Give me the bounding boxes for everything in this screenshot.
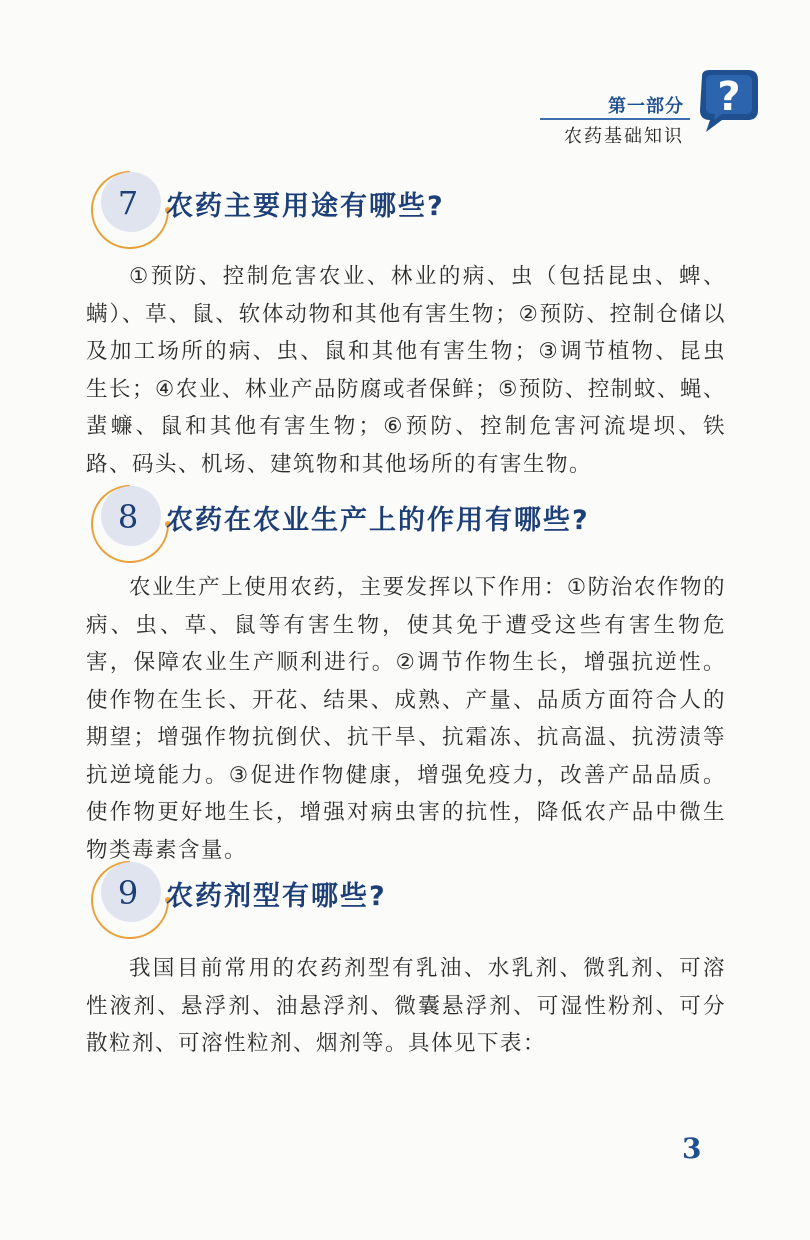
number-badge — [84, 856, 176, 940]
section-number: 8 — [117, 498, 139, 536]
number-badge — [84, 166, 176, 250]
section-number: 9 — [117, 874, 139, 912]
section-8 — [0, 480, 810, 564]
section-title: 农药主要用途有哪些? — [166, 191, 445, 222]
section-number: 7 — [117, 184, 139, 222]
number-badge — [84, 480, 176, 564]
section-8-body: 农业生产上使用农药，主要发挥以下作用：①防治农作物的病、虫、草、鼠等有害生物，使其免于遭受这些有害生物危害，保障农业生产顺利进行。②调节作物生长，增强抗逆性。使作物在生长、开花、结果、成熟、产量、品质方面符合人的期望；增强作物抗倒伏、抗干旱、抗霜冻、抗高温、抗涝渍等抗逆境能力。③促进作物健康，增强免疫力，改善产品品质。使作物更好地生长，增强对病虫害的抗性，降低农产品中微生物类毒素含量。 — [86, 575, 726, 863]
section-heading — [0, 166, 810, 250]
section-7 — [0, 166, 810, 250]
page-number: 3 — [682, 1132, 702, 1165]
section-title: 农药在农业生产上的作用有哪些? — [166, 505, 590, 536]
header-divider — [540, 118, 690, 120]
question-mark-icon — [688, 66, 764, 136]
page-header — [0, 0, 810, 160]
section-title: 农药剂型有哪些? — [166, 881, 387, 912]
section-heading — [0, 480, 810, 564]
section-7-body: ①预防、控制危害农业、林业的病、虫（包括昆虫、蜱、螨）、草、鼠、软体动物和其他有害生物；②预防、控制仓储以及加工场所的病、虫、鼠和其他有害生物；③调节植物、昆虫生长；④农业、林业产品防腐或者保鲜；⑤预防、控制蚊、蝇、蜚蠊、鼠和其他有害生物；⑥预防、控制危害河流堤坝、铁路、码头、机场、建筑物和其他场所的有害生物。 — [86, 264, 726, 477]
chapter-label: 农药基础知识 — [564, 126, 684, 147]
section-heading — [0, 856, 810, 940]
part-label: 第一部分 — [608, 96, 684, 117]
section-9 — [0, 856, 810, 940]
question-mark-glyph: ? — [717, 74, 741, 120]
section-9-body: 我国目前常用的农药剂型有乳油、水乳剂、微乳剂、可溶性液剂、悬浮剂、油悬浮剂、微囊悬浮剂、可湿性粉剂、可分散粒剂、可溶性粒剂、烟剂等。具体见下表： — [86, 956, 726, 1056]
